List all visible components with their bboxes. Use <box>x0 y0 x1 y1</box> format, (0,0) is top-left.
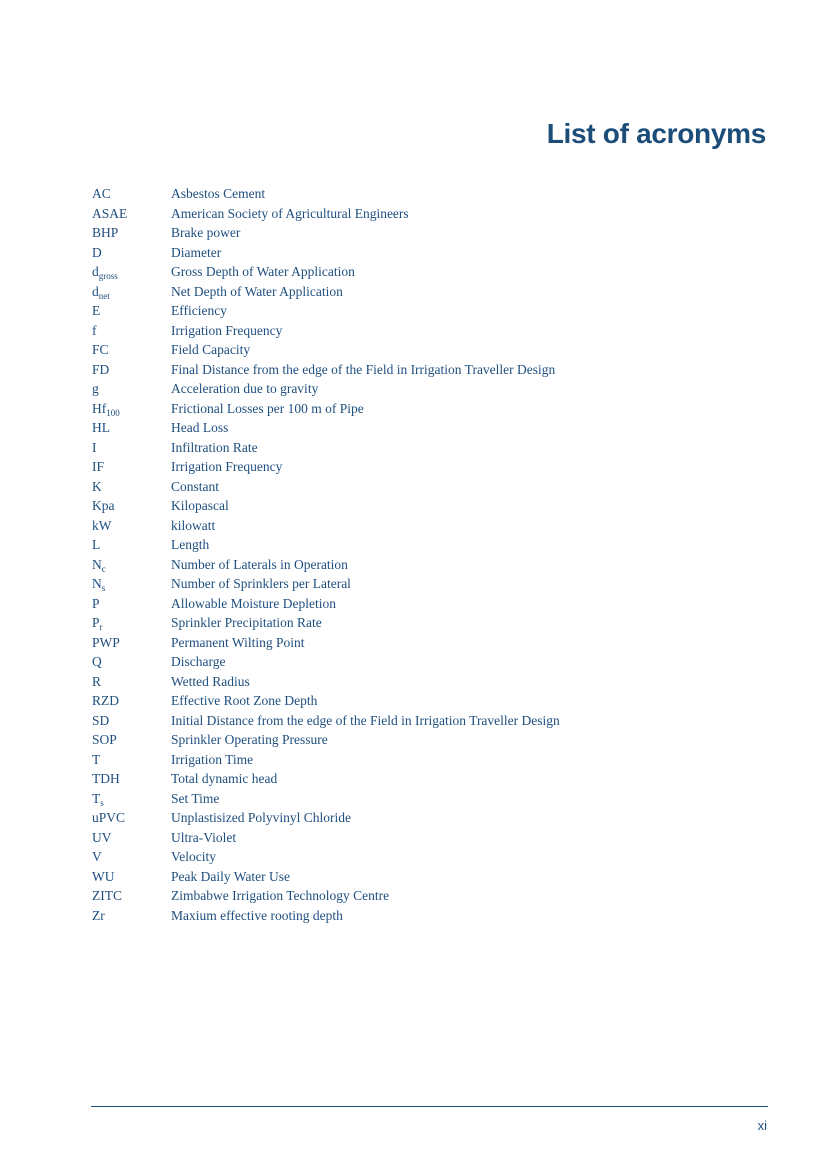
acronym-definition: Velocity <box>171 849 216 864</box>
acronym-term <box>92 555 171 575</box>
acronym-term <box>92 516 171 536</box>
acronym-row <box>92 574 752 594</box>
page-title: List of acronyms <box>546 118 766 149</box>
acronym-definition: Effective Root Zone Depth <box>171 693 318 708</box>
acronym-term <box>92 808 171 828</box>
acronym-list <box>92 184 752 925</box>
acronym-definition: Infiltration Rate <box>171 439 258 455</box>
acronym-term-text: FD <box>92 361 110 377</box>
acronym-definition: Field Capacity <box>171 342 251 357</box>
acronym-term-subscript: r <box>99 622 103 632</box>
acronym-row <box>92 204 752 224</box>
acronym-term-subscript: 100 <box>106 407 120 418</box>
page-number: xi <box>757 1118 767 1133</box>
acronym-term-text: d <box>92 264 99 279</box>
acronym-row <box>92 847 752 867</box>
acronym-definition: American Society of Agricultural Engineers <box>171 205 409 221</box>
acronym-term-text: SOP <box>92 732 117 747</box>
acronym-term <box>92 750 171 770</box>
acronym-term <box>92 886 171 906</box>
acronym-row <box>92 262 752 282</box>
acronym-row <box>92 730 752 750</box>
acronym-term <box>92 691 171 711</box>
acronym-term <box>92 730 171 750</box>
acronym-term-text: Kpa <box>92 498 115 513</box>
acronym-term-text: D <box>92 244 102 260</box>
acronym-definition: Maxium effective rooting depth <box>171 907 343 923</box>
acronym-term-text: WU <box>92 868 115 884</box>
acronym-row <box>92 633 752 653</box>
acronym-definition: Zimbabwe Irrigation Technology Centre <box>171 888 390 903</box>
acronym-row <box>92 477 752 497</box>
acronym-definition: Gross Depth of Water Application <box>171 264 355 279</box>
acronym-definition: Allowable Moisture Depletion <box>171 595 336 611</box>
acronym-term <box>92 399 171 419</box>
acronym-definition: Kilopascal <box>171 498 229 513</box>
acronym-term-text: IF <box>92 459 105 474</box>
acronym-term-text: I <box>92 439 97 455</box>
acronym-term <box>92 418 171 438</box>
acronym-row <box>92 243 752 263</box>
acronym-term <box>92 379 171 399</box>
acronym-row <box>92 223 752 243</box>
acronym-definition: Efficiency <box>171 303 227 318</box>
acronym-term <box>92 711 171 731</box>
acronym-row <box>92 808 752 828</box>
acronym-term <box>92 184 171 204</box>
acronym-term <box>92 457 171 477</box>
acronym-term <box>92 477 171 497</box>
acronym-term <box>92 223 171 243</box>
acronym-term-text: E <box>92 303 101 318</box>
acronym-term-text: FC <box>92 342 109 357</box>
acronym-term <box>92 321 171 341</box>
acronym-term <box>92 262 171 282</box>
acronym-row <box>92 418 752 438</box>
acronym-definition: Acceleration due to gravity <box>171 381 319 396</box>
acronym-term-text: P <box>92 615 100 630</box>
acronym-term <box>92 594 171 614</box>
acronym-row <box>92 340 752 360</box>
acronym-row <box>92 360 752 380</box>
acronym-term <box>92 204 171 224</box>
acronym-row <box>92 886 752 906</box>
acronym-term <box>92 672 171 692</box>
acronym-definition: Number of Sprinklers per Lateral <box>171 576 351 591</box>
acronym-definition: Sprinkler Precipitation Rate <box>171 615 322 630</box>
footer-rule <box>91 1106 768 1107</box>
acronym-row <box>92 555 752 575</box>
acronym-definition: Irrigation Time <box>171 751 254 767</box>
acronym-definition: Irrigation Frequency <box>171 322 283 338</box>
acronym-term-text: K <box>92 478 102 494</box>
acronym-definition: Sprinkler Operating Pressure <box>171 732 328 747</box>
acronym-row <box>92 828 752 848</box>
acronym-definition: Irrigation Frequency <box>171 459 283 474</box>
acronym-term <box>92 613 171 633</box>
acronym-row <box>92 594 752 614</box>
acronym-row <box>92 321 752 341</box>
acronym-row <box>92 769 752 789</box>
acronym-term-text: Q <box>92 654 102 669</box>
acronym-term <box>92 243 171 263</box>
acronym-row <box>92 789 752 809</box>
acronym-term <box>92 301 171 321</box>
acronym-term-text: BHP <box>92 225 119 240</box>
acronym-term-text: ZITC <box>92 888 122 903</box>
acronym-definition: Head Loss <box>171 420 229 435</box>
acronym-definition: Permanent Wilting Point <box>171 634 305 650</box>
acronym-row <box>92 691 752 711</box>
acronym-definition: Constant <box>171 478 220 494</box>
acronym-definition: kilowatt <box>171 517 216 533</box>
acronym-row <box>92 184 752 204</box>
acronym-term <box>92 360 171 380</box>
acronym-term <box>92 633 171 653</box>
acronym-row <box>92 906 752 926</box>
acronym-term <box>92 535 171 555</box>
acronym-row <box>92 399 752 419</box>
acronym-term-text: L <box>92 537 101 552</box>
acronym-term <box>92 906 171 926</box>
acronym-row <box>92 438 752 458</box>
acronym-definition: Set Time <box>171 790 220 806</box>
acronym-definition: Brake power <box>171 225 241 240</box>
acronym-definition: Asbestos Cement <box>171 186 266 201</box>
acronym-row <box>92 652 752 672</box>
acronym-term-text: N <box>92 556 102 572</box>
acronym-row <box>92 613 752 633</box>
acronym-term-text: Zr <box>92 907 105 923</box>
acronym-definition: Net Depth of Water Application <box>171 283 343 299</box>
acronym-term-text: ASAE <box>92 205 128 221</box>
acronym-row <box>92 750 752 770</box>
acronym-term-text: d <box>92 283 99 299</box>
acronym-term-subscript: s <box>100 797 104 808</box>
acronym-term-text: AC <box>92 186 111 201</box>
acronym-term-text: T <box>92 790 101 806</box>
acronym-term-text: uPVC <box>92 810 126 825</box>
acronym-term <box>92 789 171 809</box>
acronym-row <box>92 672 752 692</box>
acronym-term-subscript: s <box>101 583 106 593</box>
acronym-term-subscript: gross <box>98 271 118 281</box>
acronym-row <box>92 301 752 321</box>
acronym-row <box>92 867 752 887</box>
acronym-term-text: T <box>92 751 101 767</box>
acronym-term <box>92 496 171 516</box>
acronym-term-text: SD <box>92 712 110 728</box>
acronym-definition: Ultra-Violet <box>171 829 237 845</box>
acronym-definition: Length <box>171 537 210 552</box>
acronym-row <box>92 496 752 516</box>
acronym-term-text: PWP <box>92 634 120 650</box>
acronym-definition: Number of Laterals in Operation <box>171 556 348 572</box>
acronym-term-text: g <box>92 381 99 396</box>
acronym-term-text: HL <box>92 420 110 435</box>
acronym-row <box>92 379 752 399</box>
acronym-row <box>92 535 752 555</box>
acronym-row <box>92 282 752 302</box>
acronym-term-text: UV <box>92 829 112 845</box>
acronym-term-text: TDH <box>92 771 120 786</box>
acronym-term <box>92 652 171 672</box>
acronym-term-text: kW <box>92 517 112 533</box>
acronym-term-text: V <box>92 849 102 864</box>
acronym-definition: Wetted Radius <box>171 673 250 689</box>
acronym-row <box>92 516 752 536</box>
acronym-term-text: R <box>92 673 102 689</box>
acronym-term <box>92 282 171 302</box>
acronym-term <box>92 340 171 360</box>
acronym-term <box>92 828 171 848</box>
acronym-term-text: P <box>92 595 100 611</box>
acronym-term <box>92 867 171 887</box>
acronym-definition: Discharge <box>171 654 226 669</box>
acronym-definition: Peak Daily Water Use <box>171 868 291 884</box>
acronym-term <box>92 438 171 458</box>
acronym-definition: Diameter <box>171 244 222 260</box>
acronym-definition: Initial Distance from the edge of the Field in Irrigation Traveller Design <box>171 712 560 728</box>
acronym-term <box>92 574 171 594</box>
acronym-definition: Final Distance from the edge of the Field in Irrigation Traveller Design <box>171 361 556 377</box>
acronym-term-subscript: c <box>101 563 106 574</box>
acronym-term <box>92 847 171 867</box>
acronym-term-text: RZD <box>92 693 119 708</box>
acronym-term-text: f <box>92 322 97 338</box>
acronym-row <box>92 457 752 477</box>
acronym-row <box>92 711 752 731</box>
acronym-term-subscript: net <box>98 290 110 301</box>
acronym-definition: Total dynamic head <box>171 771 278 786</box>
acronym-term-text: Hf <box>92 400 107 416</box>
acronym-term-text: N <box>92 576 102 591</box>
acronym-definition: Unplastisized Polyvinyl Chloride <box>171 810 351 825</box>
acronym-definition: Frictional Losses per 100 m of Pipe <box>171 400 364 416</box>
acronym-term <box>92 769 171 789</box>
